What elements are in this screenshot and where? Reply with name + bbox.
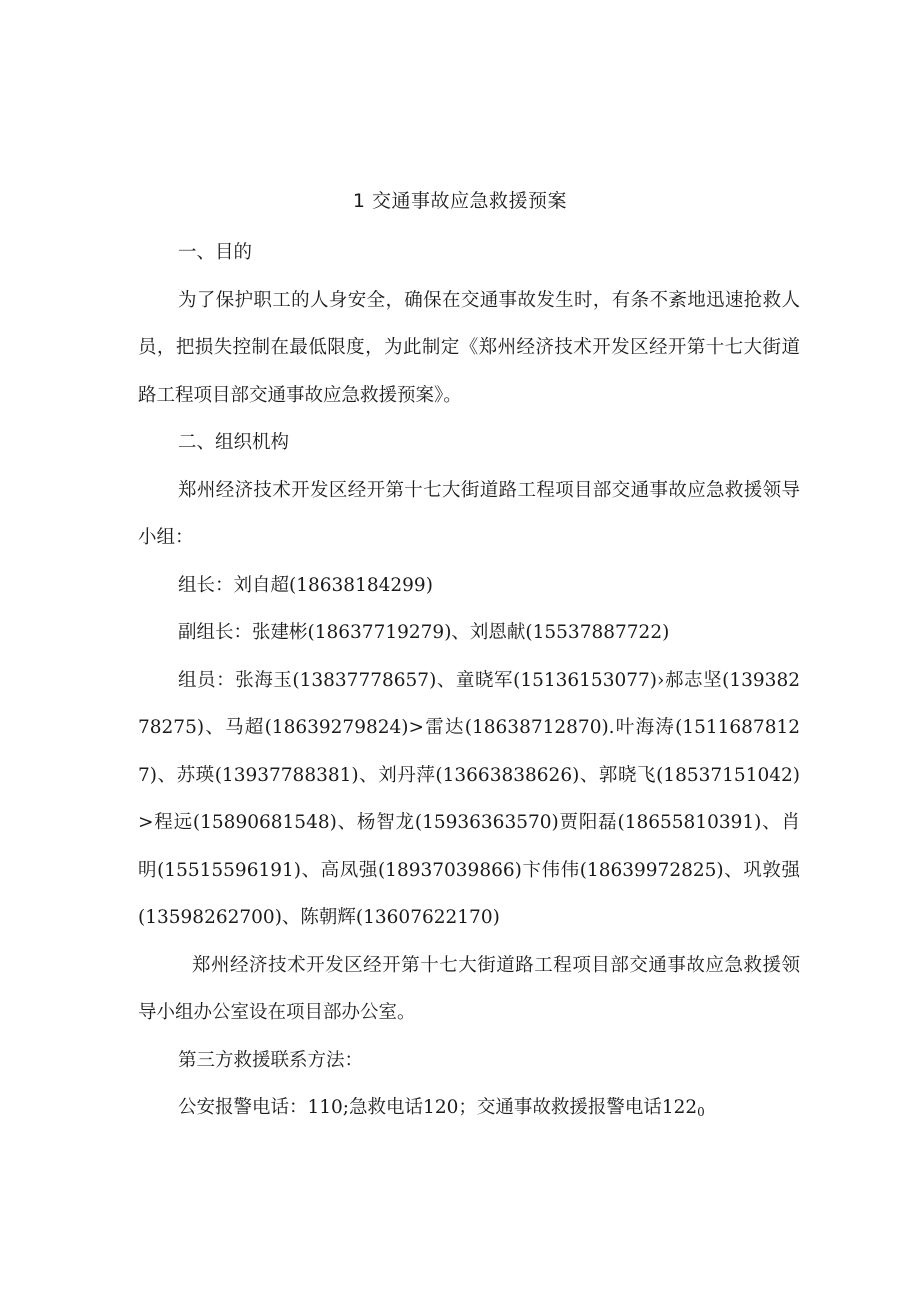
contacts-heading: 第三方救援联系方法： bbox=[178, 1049, 364, 1071]
contacts-text: 公安报警电话：110;急救电话120；交通事故救援报警电话122 bbox=[178, 1097, 698, 1118]
contacts-line bbox=[138, 1084, 800, 1137]
org-intro-paragraph: 郑州经济技术开发区经开第十七大街道路工程项目部交通事故应急救援领导小组： bbox=[138, 479, 800, 548]
document-body bbox=[138, 229, 800, 1137]
members-paragraph: 组员：张海玉(13837778657)、童晓军(15136153077)›郝志坚(13938278275)、马超(18639279824)>雷达(18638712870).叶海涛(15116878127)、苏瑛(13937788381)、刘丹萍(13663838626)、郭晓飞(18537151042)>程远(15890681548)、杨智龙(15936363570)贾阳磊(18655810391)、肖明(15515596191)、高凤强(18937039866)卞伟伟(18639972825)、巩敦强(13598262700)、陈朝辉(13607622170) bbox=[138, 669, 800, 928]
purpose-paragraph: 为了保护职工的人身安全，确保在交通事故发生时，有条不紊地迅速抢救人员，把损失控制在最低限度，为此制定《郑州经济技术开发区经开第十七大街道路工程项目部交通事故应急救援预案》。 bbox=[138, 289, 800, 406]
leader-line: 组长：刘自超(18638184299) bbox=[178, 574, 433, 596]
office-paragraph: 郑州经济技术开发区经开第十七大街道路工程项目部交通事故应急救援领导小组办公室设在项目部办公室。 bbox=[138, 954, 800, 1023]
section2-heading: 二、组织机构 bbox=[178, 432, 290, 453]
contacts-suffix: 0 bbox=[697, 1105, 705, 1119]
deputy-line: 副组长：张建彬(18637719279)、刘恩献(15537887722) bbox=[178, 622, 670, 643]
document-title: 1 交通事故应急救援预案 bbox=[352, 190, 568, 212]
section1-heading: 一、目的 bbox=[178, 242, 253, 263]
